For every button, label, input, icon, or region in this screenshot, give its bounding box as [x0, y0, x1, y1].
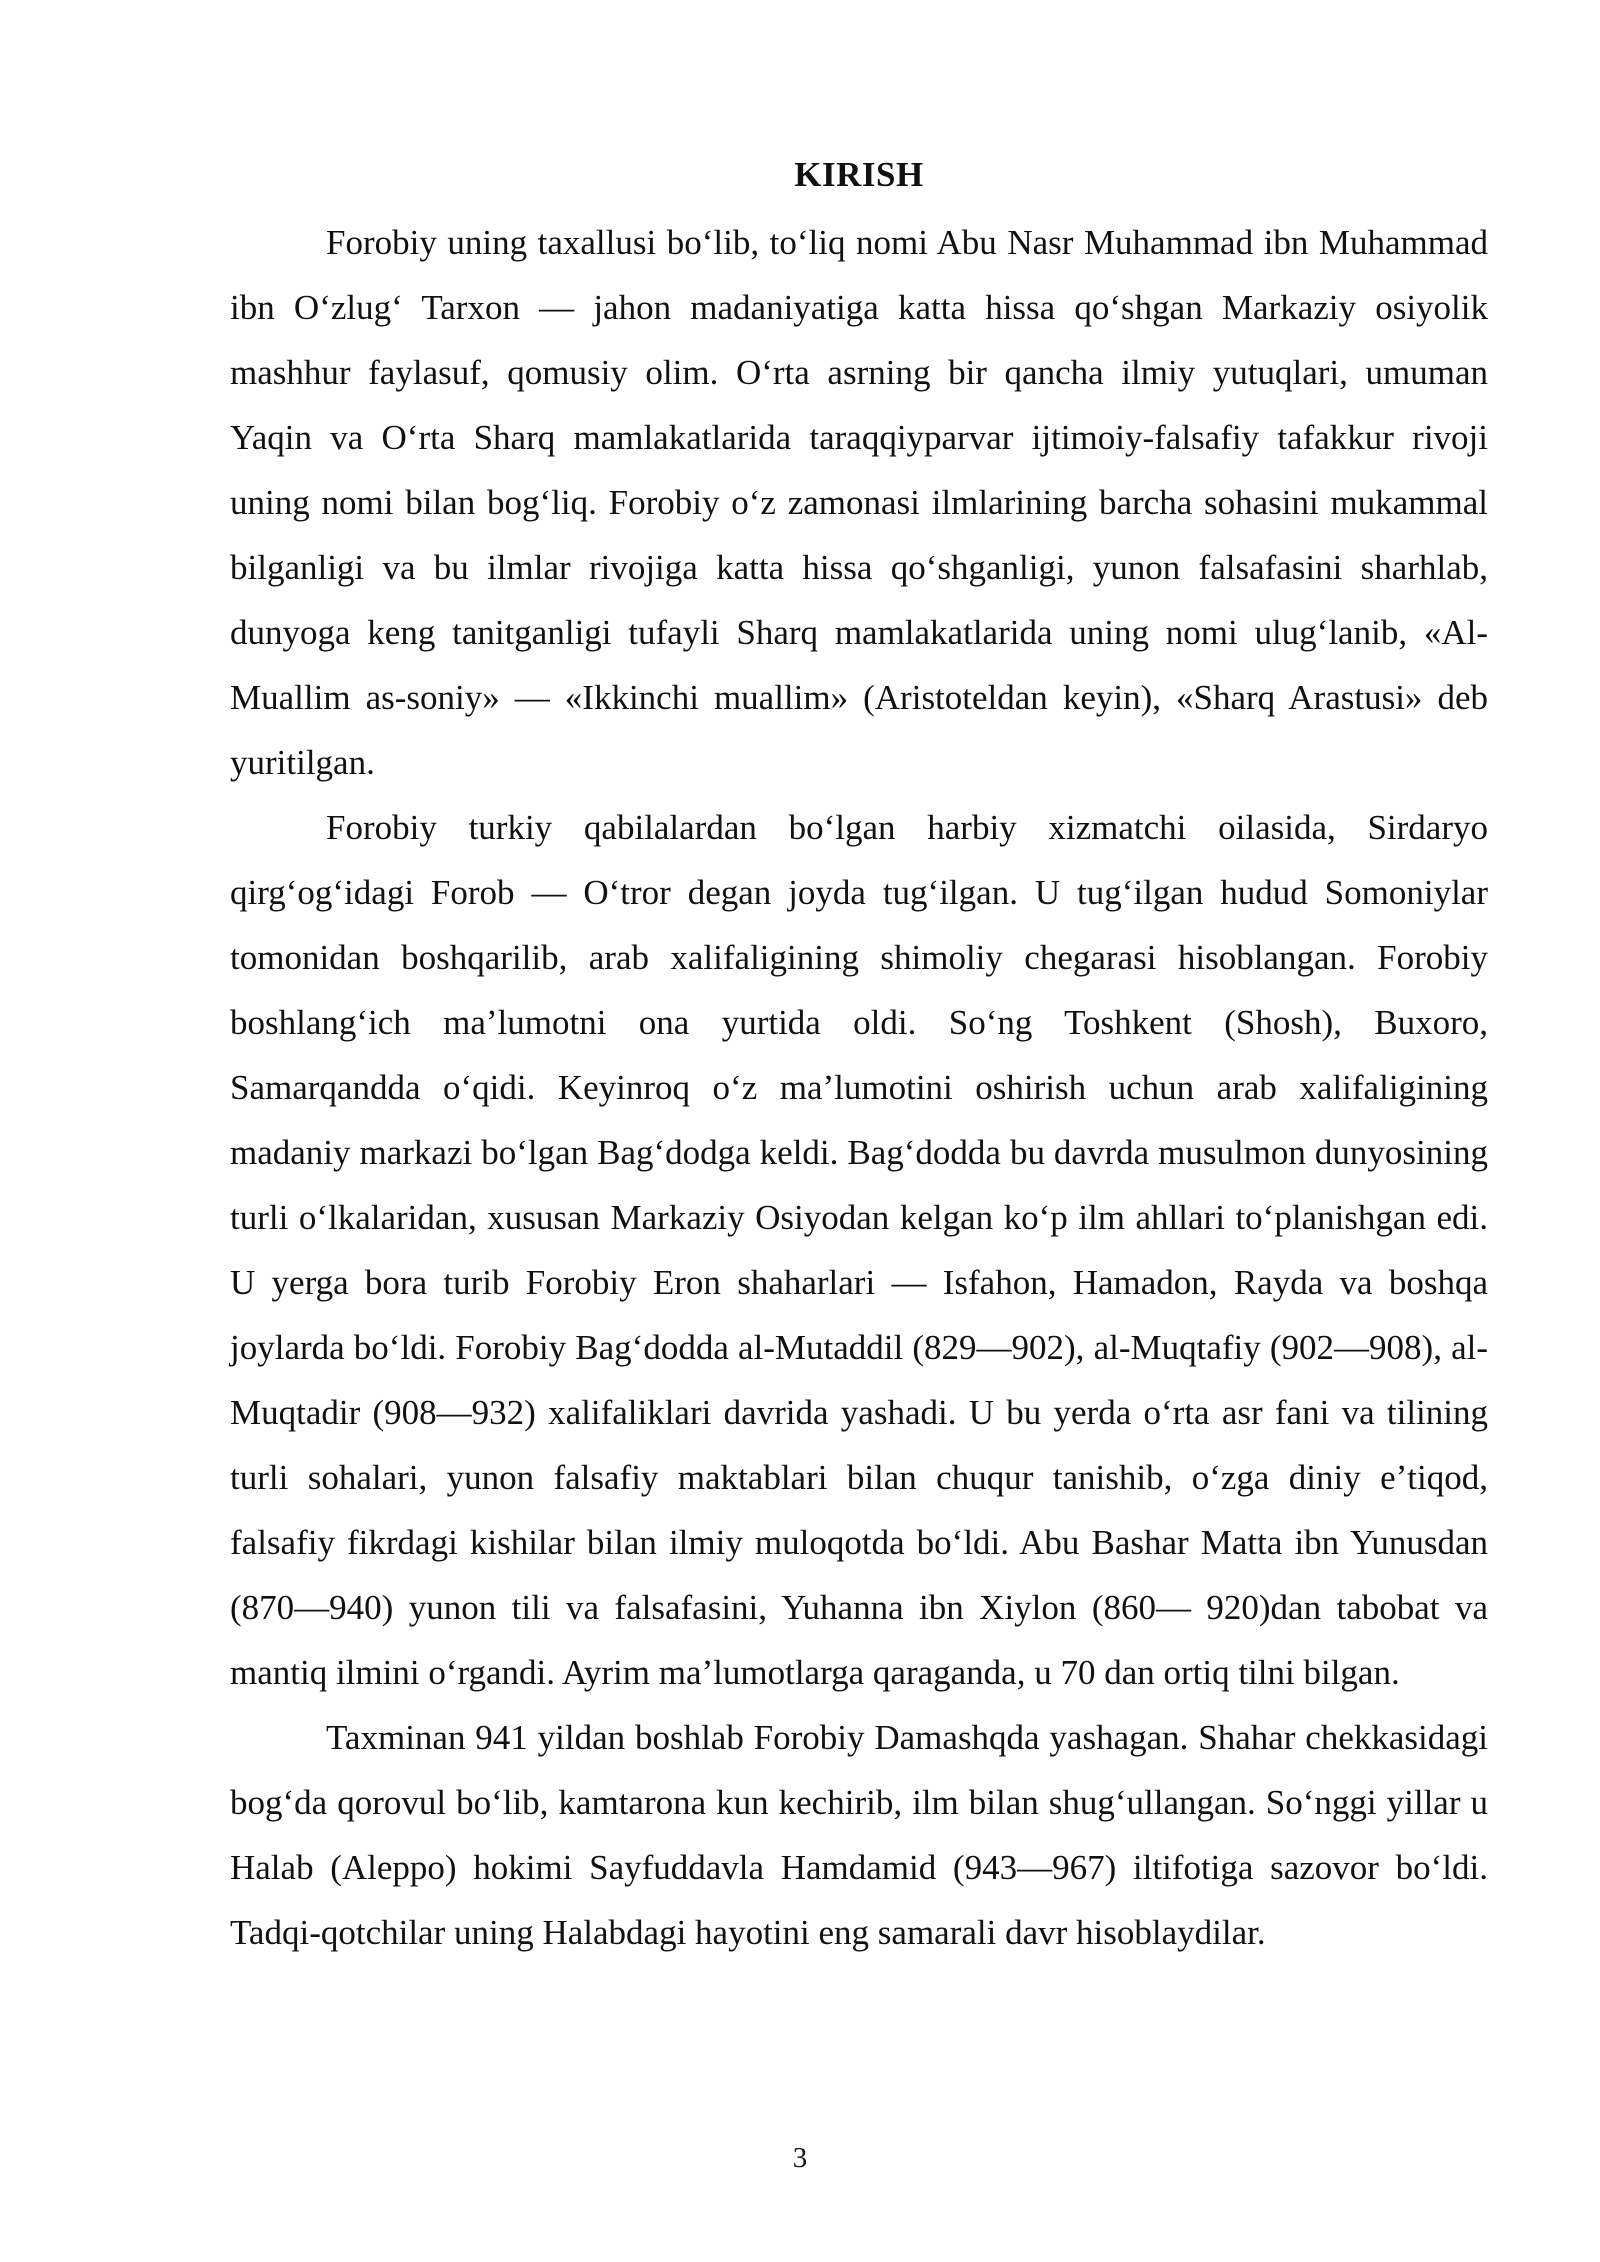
paragraph-1: Forobiy uning taxallusi boʻlib, toʻliq nomi Abu Nasr Muhammad ibn Muhammad ibn Oʻzlugʻ Tarxon — jahon madaniyatiga katta hissa qoʻshgan Markaziy osiyolik mashhur faylasuf, qomusiy olim. Oʻrta asrning bir qancha ilmiy yutuqlari, umuman Yaqin va Oʻrta Sharq mamlakatlarida taraqqiyparvar ijtimoiy-falsafiy tafakkur rivoji uning nomi bilan bogʻliq. Forobiy oʻz zamonasi ilmlarining barcha sohasini mukammal bilganligi va bu ilmlar rivojiga katta hissa qoʻshganligi, yunon falsafasini sharhlab, dunyoga keng tanitganligi tufayli Sharq mamlakatlarida uning nomi ulugʻlanib, «Al-Muallim as-soniy» — «Ikkinchi muallim» (Aristoteldan keyin), «Sharq Arastusi» deb yuritilgan. — [230, 223, 1488, 782]
section-title: KIRISH — [794, 155, 924, 194]
page-content — [230, 150, 1488, 1965]
paragraph-3: Taxminan 941 yildan boshlab Forobiy Damashqda yashagan. Shahar chekkasidagi bogʻda qorovul boʻlib, kamtarona kun kechirib, ilm bilan shugʻullangan. Soʻnggi yillar u Halab (Aleppo) hokimi Sayfuddavla Hamdamid (943—967) iltifotiga sazovor boʻldi. Tadqi-qotchilar uning Halabdagi hayotini eng samarali davr hisoblaydilar. — [230, 1718, 1488, 1952]
paragraph-2: Forobiy turkiy qabilalardan boʻlgan harbiy xizmatchi oilasida, Sirdaryo qirgʻogʻidagi Forob — Oʻtror degan joyda tugʻilgan. U tugʻilgan hudud Somoniylar tomonidan boshqarilib, arab xalifaligining shimoliy chegarasi hisoblangan. Forobiy boshlangʻich maʼlumotni ona yurtida oldi. Soʻng Toshkent (Shosh), Buxoro, Samarqandda oʻqidi. Keyinroq oʻz maʼlumotini oshirish uchun arab xalifaligining madaniy markazi boʻlgan Bagʻdodga keldi. Bagʻdodda bu davrda musulmon dunyosining turli oʻlkalaridan, xususan Markaziy Osiyodan kelgan koʻp ilm ahllari toʻplanishgan edi. U yerga bora turib Forobiy Eron shaharlari — Isfahon, Hamadon, Rayda va boshqa joylarda boʻldi. Forobiy Bagʻdodda al-Mutaddil (829—902), al-Muqtafiy (902—908), al-Muqtadir (908—932) xalifaliklari davrida yashadi. U bu yerda oʻrta asr fani va tilining turli sohalari, yunon falsafiy maktablari bilan chuqur tanishib, oʻzga diniy eʼtiqod, falsafiy fikrdagi kishilar bilan ilmiy muloqotda boʻldi. Abu Bashar Matta ibn Yunusdan (870—940) yunon tili va falsafasini, Yuhanna ibn Xiylon (860— 920)dan tabobat va mantiq ilmini oʻrgandi. Ayrim maʼlumotlarga qaraganda, u 70 dan ortiq tilni bilgan. — [230, 808, 1488, 1692]
page-number: 3 — [792, 2142, 808, 2174]
